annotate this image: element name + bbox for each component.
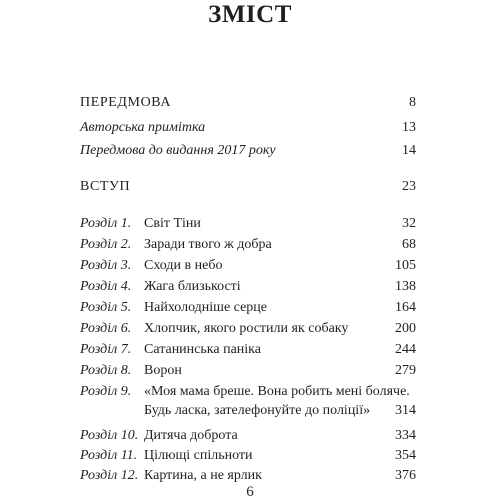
chapter-label: Розділ 1. bbox=[80, 216, 132, 231]
chapter-page: 138 bbox=[395, 279, 416, 294]
chapter-page: 164 bbox=[395, 300, 416, 315]
chapter-label: Розділ 8. bbox=[80, 363, 132, 378]
chapter-label: Розділ 2. bbox=[80, 237, 132, 252]
chapter-page: 200 bbox=[395, 321, 416, 336]
chapter-label: Розділ 12. bbox=[80, 468, 139, 483]
chapter-title-line2: Будь ласка, зателефонуйте до поліції» bbox=[144, 403, 371, 418]
toc-entry-page: 23 bbox=[402, 179, 416, 194]
chapter-label: Розділ 6. bbox=[80, 321, 132, 336]
chapter-title: Цілющі спільноти bbox=[144, 448, 253, 463]
chapter-page: 314 bbox=[395, 403, 416, 418]
chapter-title: Світ Тіни bbox=[144, 216, 201, 231]
page-title: ЗМІСТ bbox=[208, 1, 292, 28]
chapter-label: Розділ 7. bbox=[80, 342, 132, 357]
chapter-page: 354 bbox=[395, 448, 416, 463]
toc-entry-title: Передмова до видання 2017 року bbox=[80, 143, 276, 158]
chapter-page: 105 bbox=[395, 258, 416, 273]
chapter-page: 334 bbox=[395, 428, 416, 443]
chapter-title: Сходи в небо bbox=[144, 258, 223, 273]
chapter-label: Розділ 9. bbox=[80, 384, 132, 399]
chapter-title: Найхолодніше серце bbox=[144, 300, 267, 315]
chapter-title: Картина, а не ярлик bbox=[144, 468, 262, 483]
chapter-title: Ворон bbox=[144, 363, 182, 378]
toc-entry-title: ВСТУП bbox=[80, 179, 131, 194]
toc-entry-page: 14 bbox=[402, 143, 416, 158]
chapter-title: Сатанинська паніка bbox=[144, 342, 261, 357]
chapter-page: 279 bbox=[395, 363, 416, 378]
chapter-title: Дитяча доброта bbox=[144, 428, 238, 443]
toc-entry-page: 8 bbox=[409, 95, 416, 110]
chapter-label: Розділ 10. bbox=[80, 428, 139, 443]
chapter-label: Розділ 11. bbox=[80, 448, 138, 463]
chapter-label: Розділ 3. bbox=[80, 258, 132, 273]
chapter-title: Жага близькості bbox=[144, 279, 241, 294]
chapter-page: 376 bbox=[395, 468, 416, 483]
toc-entry-title: Авторська примітка bbox=[80, 120, 206, 135]
chapter-label: Розділ 4. bbox=[80, 279, 132, 294]
chapter-label: Розділ 5. bbox=[80, 300, 132, 315]
chapter-page: 244 bbox=[395, 342, 416, 357]
chapter-page: 68 bbox=[402, 237, 416, 252]
toc-entry-page: 13 bbox=[402, 120, 416, 135]
page-folio: 6 bbox=[246, 484, 254, 500]
chapter-page: 32 bbox=[402, 216, 416, 231]
chapter-title: «Моя мама бреше. Вона робить мені боляче. bbox=[144, 384, 410, 399]
chapter-title: Хлопчик, якого ростили як собаку bbox=[144, 321, 349, 336]
toc-entry-title: ПЕРЕДМОВА bbox=[80, 95, 172, 110]
chapter-title: Заради твого ж добра bbox=[144, 237, 272, 252]
